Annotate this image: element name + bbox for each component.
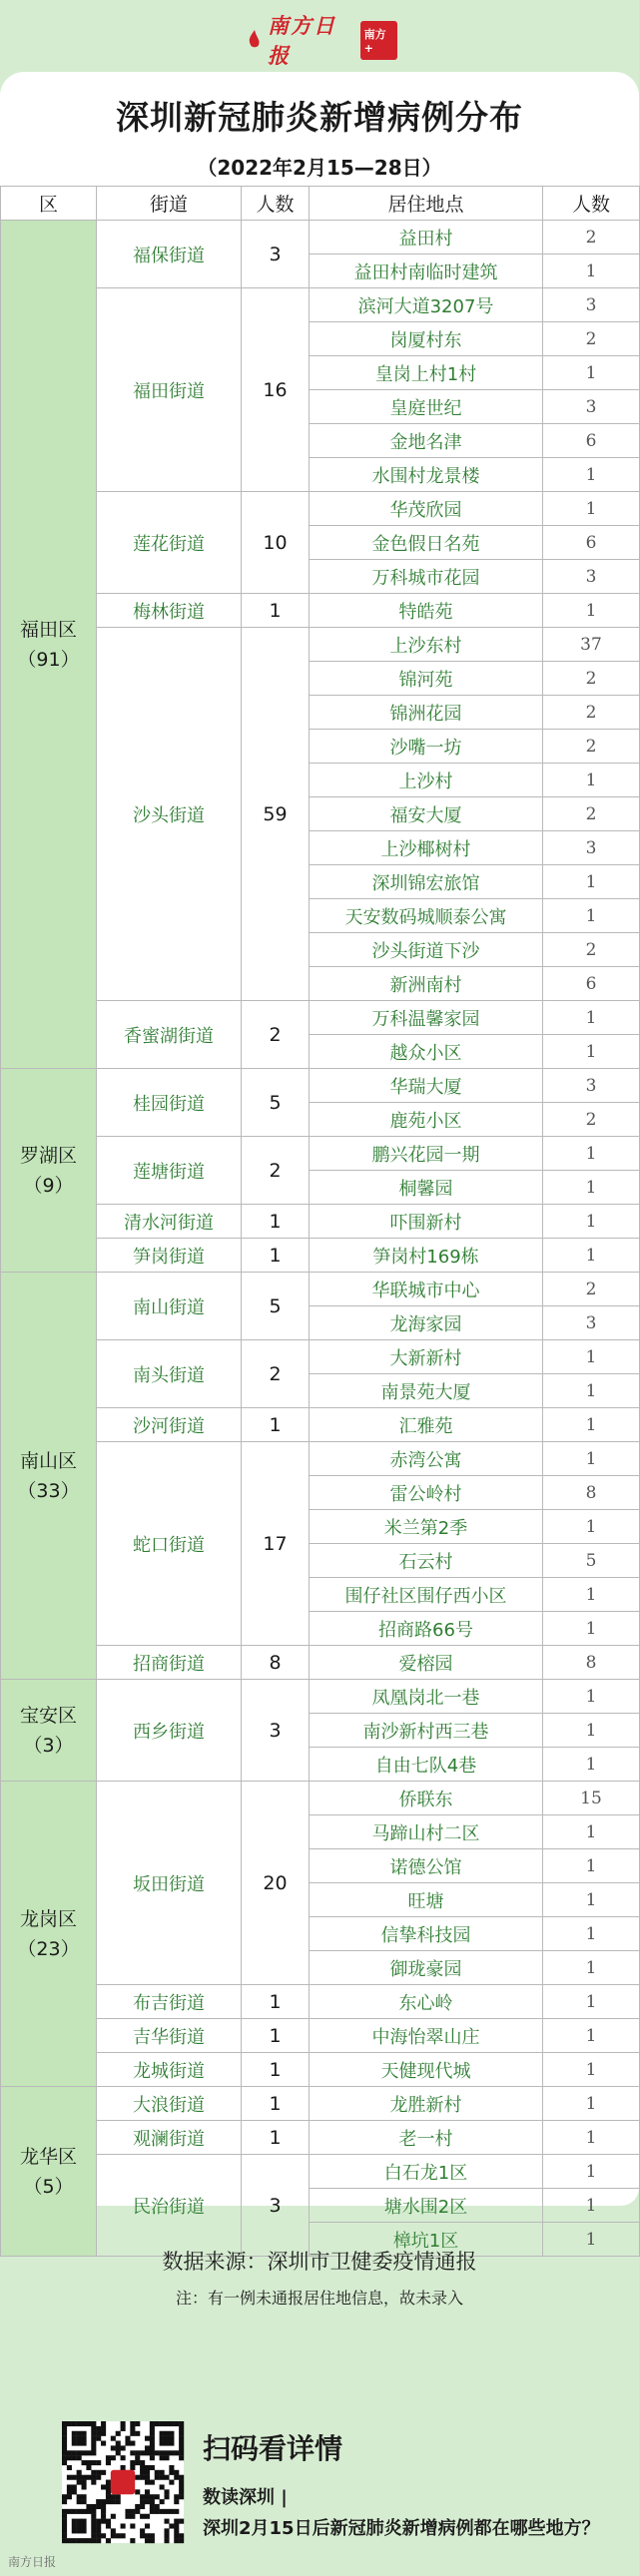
- street-count: 1: [242, 1408, 310, 1442]
- street-count: 17: [242, 1442, 310, 1646]
- place-name: 凤凰岗北一巷: [310, 1680, 543, 1714]
- place-count: 3: [543, 390, 640, 424]
- place-name: 特皓苑: [310, 594, 543, 628]
- street-count: 1: [242, 2087, 310, 2121]
- place-count: 1: [543, 1442, 640, 1476]
- place-name: 滨河大道3207号: [310, 288, 543, 322]
- street-name: 西乡街道: [97, 1680, 242, 1782]
- table-row: [1, 1205, 640, 1239]
- place-count: 1: [543, 2087, 640, 2121]
- place-name: 越众小区: [310, 1035, 543, 1069]
- district-cell: [1, 1069, 97, 1273]
- place-name: 马蹄山村二区: [310, 1815, 543, 1849]
- place-count: 1: [543, 1137, 640, 1171]
- place-count: 1: [543, 1849, 640, 1883]
- place-name: 金地名津: [310, 424, 543, 458]
- place-count: 1: [543, 1815, 640, 1849]
- place-name: 汇雅苑: [310, 1408, 543, 1442]
- scan-prompt: 扫码看详情: [203, 2432, 343, 2465]
- street-count: 3: [242, 221, 310, 288]
- table-row: [1, 2053, 640, 2087]
- place-count: 1: [543, 2223, 640, 2257]
- place-name: 皇庭世纪: [310, 390, 543, 424]
- table-row: [1, 1985, 640, 2019]
- street-name: 观澜街道: [97, 2121, 242, 2155]
- place-name: 深圳锦宏旅馆: [310, 865, 543, 899]
- place-count: 2: [543, 1103, 640, 1137]
- place-name: 南沙新村西三巷: [310, 1714, 543, 1748]
- place-name: 沙嘴一坊: [310, 730, 543, 764]
- place-count: 6: [543, 967, 640, 1001]
- place-count: 3: [543, 831, 640, 865]
- header-place-count: 人数: [543, 187, 640, 221]
- street-name: 沙头街道: [97, 628, 242, 1001]
- header-place: 居住地点: [310, 187, 543, 221]
- place-name: 东心岭: [310, 1985, 543, 2019]
- place-name: 华茂欣园: [310, 492, 543, 526]
- place-count: 8: [543, 1646, 640, 1680]
- place-name: 吓围新村: [310, 1205, 543, 1239]
- place-count: 1: [543, 458, 640, 492]
- table-row: [1, 221, 640, 255]
- place-count: 1: [543, 2121, 640, 2155]
- street-count: 2: [242, 1340, 310, 1408]
- street-name: 桂园街道: [97, 1069, 242, 1137]
- place-count: 1: [543, 899, 640, 933]
- place-name: 福安大厦: [310, 797, 543, 831]
- place-name: 爱榕园: [310, 1646, 543, 1680]
- place-count: 1: [543, 1680, 640, 1714]
- street-count: 16: [242, 288, 310, 492]
- place-count: 1: [543, 1340, 640, 1374]
- table-row: [1, 1001, 640, 1035]
- street-name: 福保街道: [97, 221, 242, 288]
- place-name: 上沙村: [310, 764, 543, 797]
- district-cell: [1, 2087, 97, 2257]
- page-title: 深圳新冠肺炎新增病例分布: [116, 98, 523, 137]
- place-name: 自由七队4巷: [310, 1748, 543, 1782]
- street-name: 莲塘街道: [97, 1137, 242, 1205]
- district-total: （3）: [23, 1734, 74, 1757]
- place-count: 3: [543, 560, 640, 594]
- street-count: 1: [242, 1239, 310, 1273]
- district-cell: [1, 1273, 97, 1680]
- table-row: [1, 1408, 640, 1442]
- place-count: 3: [543, 1306, 640, 1340]
- place-count: 1: [543, 1917, 640, 1951]
- place-name: 上沙椰树村: [310, 831, 543, 865]
- place-count: 1: [543, 1374, 640, 1408]
- street-name: 梅林街道: [97, 594, 242, 628]
- place-name: 华瑞大厦: [310, 1069, 543, 1103]
- place-count: 2: [543, 1273, 640, 1306]
- table-row: [1, 1442, 640, 1476]
- place-name: 益田村南临时建筑: [310, 255, 543, 288]
- place-count: 1: [543, 1239, 640, 1273]
- place-name: 沙头街道下沙: [310, 933, 543, 967]
- place-count: 1: [543, 1714, 640, 1748]
- street-name: 布吉街道: [97, 1985, 242, 2019]
- case-table: [0, 186, 640, 2257]
- logo-seal: 南方+: [360, 21, 397, 60]
- place-count: 1: [543, 1035, 640, 1069]
- place-name: 万科温馨家园: [310, 1001, 543, 1035]
- place-name: 旺塘: [310, 1883, 543, 1917]
- place-count: 1: [543, 1951, 640, 1985]
- district-name: 罗湖区: [19, 1144, 77, 1167]
- place-name: 笋岗村169栋: [310, 1239, 543, 1273]
- place-name: 天健现代城: [310, 2053, 543, 2087]
- place-name: 信挚科技园: [310, 1917, 543, 1951]
- place-count: 1: [543, 2189, 640, 2223]
- place-name: 御珑豪园: [310, 1951, 543, 1985]
- place-name: 皇岗上村1村: [310, 356, 543, 390]
- district-name: 龙华区: [19, 2145, 77, 2168]
- qr-code[interactable]: [62, 2421, 184, 2543]
- street-count: 20: [242, 1782, 310, 1985]
- street-name: 福田街道: [97, 288, 242, 492]
- street-count: 5: [242, 1069, 310, 1137]
- place-count: 5: [543, 1544, 640, 1578]
- place-count: 2: [543, 933, 640, 967]
- street-count: 1: [242, 2019, 310, 2053]
- street-count: 8: [242, 1646, 310, 1680]
- place-name: 新洲南村: [310, 967, 543, 1001]
- table-row: [1, 628, 640, 662]
- place-name: 金色假日名苑: [310, 526, 543, 560]
- place-name: 龙胜新村: [310, 2087, 543, 2121]
- street-name: 南头街道: [97, 1340, 242, 1408]
- place-count: 1: [543, 865, 640, 899]
- logo-text: 南方日报: [268, 13, 336, 68]
- street-name: 蛇口街道: [97, 1442, 242, 1646]
- table-row: [1, 1782, 640, 1815]
- street-name: 南山街道: [97, 1273, 242, 1340]
- place-name: 围仔社区围仔西小区: [310, 1578, 543, 1612]
- place-count: 1: [543, 1171, 640, 1205]
- place-name: 鹿苑小区: [310, 1103, 543, 1137]
- place-name: 南景苑大厦: [310, 1374, 543, 1408]
- table-row: [1, 2155, 640, 2189]
- street-count: 1: [242, 2053, 310, 2087]
- place-name: 锦洲花园: [310, 696, 543, 730]
- data-source: 数据来源：深圳市卫健委疫情通报: [162, 2250, 477, 2274]
- place-name: 岗厦村东: [310, 322, 543, 356]
- place-count: 1: [543, 1510, 640, 1544]
- table-row: [1, 1646, 640, 1680]
- place-name: 石云村: [310, 1544, 543, 1578]
- place-count: 1: [543, 1612, 640, 1646]
- place-count: 15: [543, 1782, 640, 1815]
- place-count: 1: [543, 1001, 640, 1035]
- district-cell: [1, 1680, 97, 1782]
- place-count: 1: [543, 2019, 640, 2053]
- footer-column-name: 数读深圳 |: [203, 2487, 288, 2508]
- place-count: 1: [543, 1985, 640, 2019]
- place-count: 1: [543, 594, 640, 628]
- place-count: 1: [543, 1883, 640, 1917]
- district-total: （9）: [23, 1174, 74, 1197]
- place-name: 鹏兴花园一期: [310, 1137, 543, 1171]
- street-name: 龙城街道: [97, 2053, 242, 2087]
- table-row: [1, 2019, 640, 2053]
- table-row: [1, 492, 640, 526]
- street-count: 1: [242, 1205, 310, 1239]
- place-count: 3: [543, 288, 640, 322]
- street-name: 沙河街道: [97, 1408, 242, 1442]
- district-name: 福田区: [19, 618, 77, 641]
- place-count: 6: [543, 526, 640, 560]
- street-count: 1: [242, 2121, 310, 2155]
- header-street-count: 人数: [242, 187, 310, 221]
- place-name: 桐馨园: [310, 1171, 543, 1205]
- place-count: 1: [543, 2155, 640, 2189]
- newspaper-logo: [248, 13, 397, 68]
- header-street: 街道: [97, 187, 242, 221]
- footnote: 注：有一例未通报居住地信息，故未录入: [175, 2289, 463, 2308]
- table-row: [1, 2121, 640, 2155]
- district-name: 宝安区: [19, 1704, 77, 1727]
- street-count: 3: [242, 1680, 310, 1782]
- place-count: 1: [543, 492, 640, 526]
- district-total: （23）: [17, 1937, 80, 1960]
- place-count: 1: [543, 764, 640, 797]
- place-count: 2: [543, 662, 640, 696]
- street-count: 2: [242, 1001, 310, 1069]
- street-count: 10: [242, 492, 310, 594]
- place-name: 中海怡翠山庄: [310, 2019, 543, 2053]
- street-name: 笋岗街道: [97, 1239, 242, 1273]
- district-total: （33）: [17, 1479, 80, 1502]
- place-name: 华联城市中心: [310, 1273, 543, 1306]
- header-district: 区: [1, 187, 97, 221]
- place-name: 天安数码城顺泰公寓: [310, 899, 543, 933]
- place-count: 1: [543, 1205, 640, 1239]
- street-name: 大浪街道: [97, 2087, 242, 2121]
- place-count: 1: [543, 1748, 640, 1782]
- place-count: 1: [543, 356, 640, 390]
- place-count: 2: [543, 730, 640, 764]
- place-name: 米兰第2季: [310, 1510, 543, 1544]
- street-count: 3: [242, 2155, 310, 2257]
- street-name: 民治街道: [97, 2155, 242, 2257]
- place-count: 37: [543, 628, 640, 662]
- date-range: （2022年2月15—28日）: [197, 156, 442, 180]
- watermark: 南方日报: [8, 2555, 57, 2569]
- street-name: 坂田街道: [97, 1782, 242, 1985]
- place-name: 塘水围2区: [310, 2189, 543, 2223]
- street-count: 1: [242, 1985, 310, 2019]
- district-cell: [1, 221, 97, 1069]
- place-name: 水围村龙景楼: [310, 458, 543, 492]
- table-row: [1, 288, 640, 322]
- place-count: 6: [543, 424, 640, 458]
- street-count: 59: [242, 628, 310, 1001]
- place-count: 8: [543, 1476, 640, 1510]
- place-name: 锦河苑: [310, 662, 543, 696]
- place-name: 侨联东: [310, 1782, 543, 1815]
- place-count: 2: [543, 221, 640, 255]
- place-count: 1: [543, 1408, 640, 1442]
- place-name: 老一村: [310, 2121, 543, 2155]
- place-count: 1: [543, 255, 640, 288]
- place-name: 上沙东村: [310, 628, 543, 662]
- place-count: 3: [543, 1069, 640, 1103]
- table-row: [1, 1680, 640, 1714]
- table-row: [1, 1069, 640, 1103]
- street-name: 香蜜湖街道: [97, 1001, 242, 1069]
- table-row: [1, 1273, 640, 1306]
- place-name: 龙海家园: [310, 1306, 543, 1340]
- place-name: 雷公岭村: [310, 1476, 543, 1510]
- flame-icon: [248, 30, 262, 50]
- place-count: 2: [543, 797, 640, 831]
- place-name: 益田村: [310, 221, 543, 255]
- table-row: [1, 1340, 640, 1374]
- place-count: 2: [543, 322, 640, 356]
- table-row: [1, 594, 640, 628]
- street-name: 莲花街道: [97, 492, 242, 594]
- footer-article-title[interactable]: 深圳2月15日后新冠肺炎新增病例都在哪些地方？: [203, 2518, 600, 2539]
- district-cell: [1, 1782, 97, 2087]
- content-card: [0, 72, 639, 2308]
- header: [0, 0, 639, 70]
- place-name: 白石龙1区: [310, 2155, 543, 2189]
- street-name: 吉华街道: [97, 2019, 242, 2053]
- table-row: [1, 1239, 640, 1273]
- table-row: [1, 1137, 640, 1171]
- place-count: 1: [543, 1578, 640, 1612]
- place-name: 赤湾公寓: [310, 1442, 543, 1476]
- street-count: 2: [242, 1137, 310, 1205]
- place-name: 樟坑1区: [310, 2223, 543, 2257]
- street-count: 5: [242, 1273, 310, 1340]
- place-name: 招商路66号: [310, 1612, 543, 1646]
- street-name: 招商街道: [97, 1646, 242, 1680]
- place-count: 1: [543, 2053, 640, 2087]
- table-header-row: [1, 187, 640, 221]
- table-row: [1, 2087, 640, 2121]
- street-name: 清水河街道: [97, 1205, 242, 1239]
- district-name: 龙岗区: [19, 1907, 77, 1930]
- place-name: 大新新村: [310, 1340, 543, 1374]
- street-count: 1: [242, 594, 310, 628]
- district-total: （5）: [23, 2175, 74, 2198]
- place-count: 2: [543, 696, 640, 730]
- district-total: （91）: [17, 648, 80, 671]
- place-name: 万科城市花园: [310, 560, 543, 594]
- qr-code-icon: [62, 2421, 184, 2543]
- place-name: 诺德公馆: [310, 1849, 543, 1883]
- district-name: 南山区: [19, 1449, 77, 1472]
- footer: [0, 2325, 639, 2576]
